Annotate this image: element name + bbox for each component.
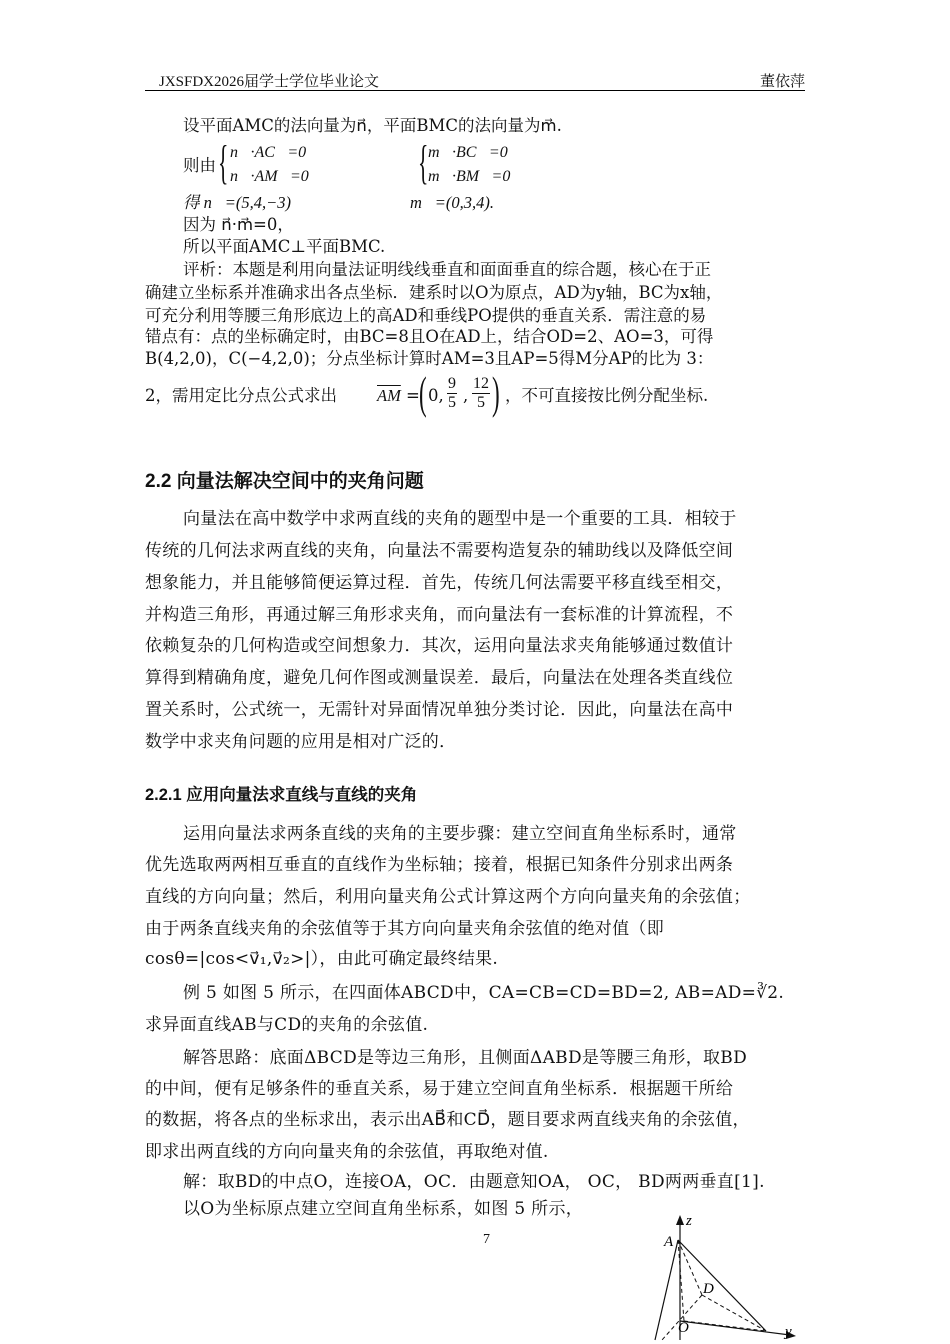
dot-product-line: 因为 n⃗·m⃗=0， <box>183 215 294 234</box>
paragraph-line: 并构造三角形，再通过解三角形求夹角，而向量法有一套标准的计算流程，不 <box>145 605 734 625</box>
coord-comma: , <box>463 386 469 405</box>
edge-a-c <box>678 1240 766 1331</box>
edge-a-o <box>678 1240 684 1321</box>
am-vector: $\overline{AM}$ <box>377 386 401 405</box>
paragraph-line: 直线的方向向量；然后，利用向量夹角公式计算这两个方向向量夹角的余弦值； <box>145 887 751 907</box>
page-number: 7 <box>483 1232 490 1247</box>
label-o: O <box>678 1320 689 1336</box>
y-axis <box>680 1321 790 1335</box>
paragraph-line: 运用向量法求两条直线的夹角的主要步骤：建立空间直角坐标系时，通常 <box>183 824 737 844</box>
section-heading: 2.2 向量法解决空间中的夹角问题 <box>145 471 424 492</box>
running-header <box>145 70 805 91</box>
analysis-line: 错点有：点的坐标确定时，由BC=8且O在AD上，结合OD=2、AO=3，可得 <box>145 327 714 346</box>
edge-a-b <box>655 1240 678 1340</box>
paragraph-line: 置关系时，公式统一，无需针对异面情况单独分类讨论．因此，向量法在高中 <box>145 700 734 720</box>
analysis-line: 评析：本题是利用向量法证明线线垂直和面面垂直的综合题，核心在于正 <box>183 260 711 279</box>
left-paren: ( <box>419 367 427 418</box>
z-axis-arrow <box>676 1215 684 1225</box>
frac-den: 5 <box>448 394 456 411</box>
left-brace: { <box>218 136 229 189</box>
system-m-2: m⃗·BM⃗=0 <box>428 168 511 185</box>
system-n-1: n⃗·AC⃗=0 <box>230 144 307 161</box>
solution-idea-line: 解答思路：底面ΔBCD是等边三角形，且侧面ΔABD是等腰三角形，取BD <box>183 1048 748 1068</box>
fraction-12-5 <box>472 375 490 412</box>
label-z: z <box>686 1213 692 1229</box>
system-label: 则由 <box>183 156 216 175</box>
system-m-1: m⃗·BC⃗=0 <box>428 144 508 161</box>
label-y: y <box>785 1324 792 1340</box>
solution-line: 以O为坐标原点建立空间直角坐标系，如图 5 所示， <box>183 1199 584 1219</box>
conclusion-line: 所以平面AMC⊥平面BMC. <box>183 237 386 256</box>
paragraph-line: 传统的几何法求两直线的夹角，向量法不需要构造复杂的辅助线以及降低空间 <box>145 541 734 561</box>
subsection-heading: 2.2.1 应用向量法求直线与直线的夹角 <box>145 786 418 804</box>
fraction-9-5 <box>447 375 457 412</box>
solution-idea-line: 的中间，便有足够条件的垂直关系，易于建立空间直角坐标系．根据题干所给 <box>145 1079 734 1099</box>
m-vector-result: m⃗=(0,3,4). <box>410 193 494 212</box>
example-line: 例 5 如图 5 所示，在四面体ABCD中，CA=CB=CD=BD=2, AB=AD=∛2. <box>183 983 785 1003</box>
right-paren: ) <box>492 367 500 418</box>
frac-num: 9 <box>448 375 456 392</box>
paragraph-line: 由于两条直线夹角的余弦值等于其方向向量夹角余弦值的绝对值（即 <box>145 919 664 939</box>
header-thesis-title: JXSFDX2026届学士学位毕业论文 <box>159 74 380 90</box>
n-vector-result: 得 n⃗=(5,4,−3) <box>183 193 291 212</box>
solution-line: 解：取BD的中点O，连接OA，OC．由题意知OA， OC， BD两两垂直[1]. <box>183 1172 765 1192</box>
example-line: 求异面直线AB与CD的夹角的余弦值. <box>145 1015 429 1035</box>
paragraph-line: cosθ=|cos<v⃗₁,v⃗₂>|），由此可确定最终结果. <box>145 949 499 969</box>
frac-num: 12 <box>473 375 489 392</box>
paragraph-line: 想象能力，并且能够简便运算过程．首先，传统几何法需要平移直线至相交， <box>145 573 734 593</box>
coord-zero: 0, <box>428 386 444 405</box>
paragraph-line: 向量法在高中数学中求两直线的夹角的题型中是一个重要的工具．相较于 <box>183 509 737 529</box>
frac-den: 5 <box>477 394 485 411</box>
paragraph-line: 算得到精确角度，避免几何作图或测量误差．最后，向量法在处理各类直线位 <box>145 668 734 688</box>
label-a: A <box>664 1234 674 1250</box>
tetrahedron-figure <box>640 1205 810 1344</box>
paragraph-line: 依赖复杂的几何构造或空间想象力．其次，运用向量法求夹角能够通过数值计 <box>145 636 734 656</box>
normal-vector-line: 设平面AMC的法向量为n⃗，平面BMC的法向量为m⃗. <box>183 116 562 135</box>
equals: = <box>406 386 420 405</box>
system-n-2: n⃗·AM⃗=0 <box>230 168 309 185</box>
analysis-line: B(4,2,0)，C(−4,2,0)；分点坐标计算时AM=3且AP=5得M分AP的比为 3： <box>145 349 714 368</box>
paragraph-line: 优先选取两两相互垂直的直线作为坐标轴；接着，根据已知条件分别求出两条 <box>145 855 734 875</box>
analysis-line: 可充分利用等腰三角形底边上的高AD和垂线PO提供的垂直关系．需注意的易 <box>145 306 707 325</box>
edge-a-d <box>678 1240 702 1295</box>
analysis-last-pre: 2，需用定比分点公式求出 <box>145 386 337 405</box>
solution-idea-line: 的数据，将各点的坐标求出，表示出AB⃗和CD⃗，题目要求两直线夹角的余弦值， <box>145 1110 750 1130</box>
left-brace-2: { <box>418 136 429 189</box>
paragraph-line: 数学中求夹角问题的应用是相对广泛的． <box>145 732 457 752</box>
analysis-last-post: ，不可直接按比例分配坐标. <box>505 386 709 405</box>
solution-idea-line: 即求出两直线的方向向量夹角的余弦值，再取绝对值. <box>145 1142 549 1162</box>
header-author: 董依萍 <box>759 74 805 90</box>
label-d: D <box>703 1281 714 1297</box>
analysis-line: 确建立坐标系并准确求出各点坐标．建系时以O为原点，AD为y轴，BC为x轴， <box>145 283 723 302</box>
